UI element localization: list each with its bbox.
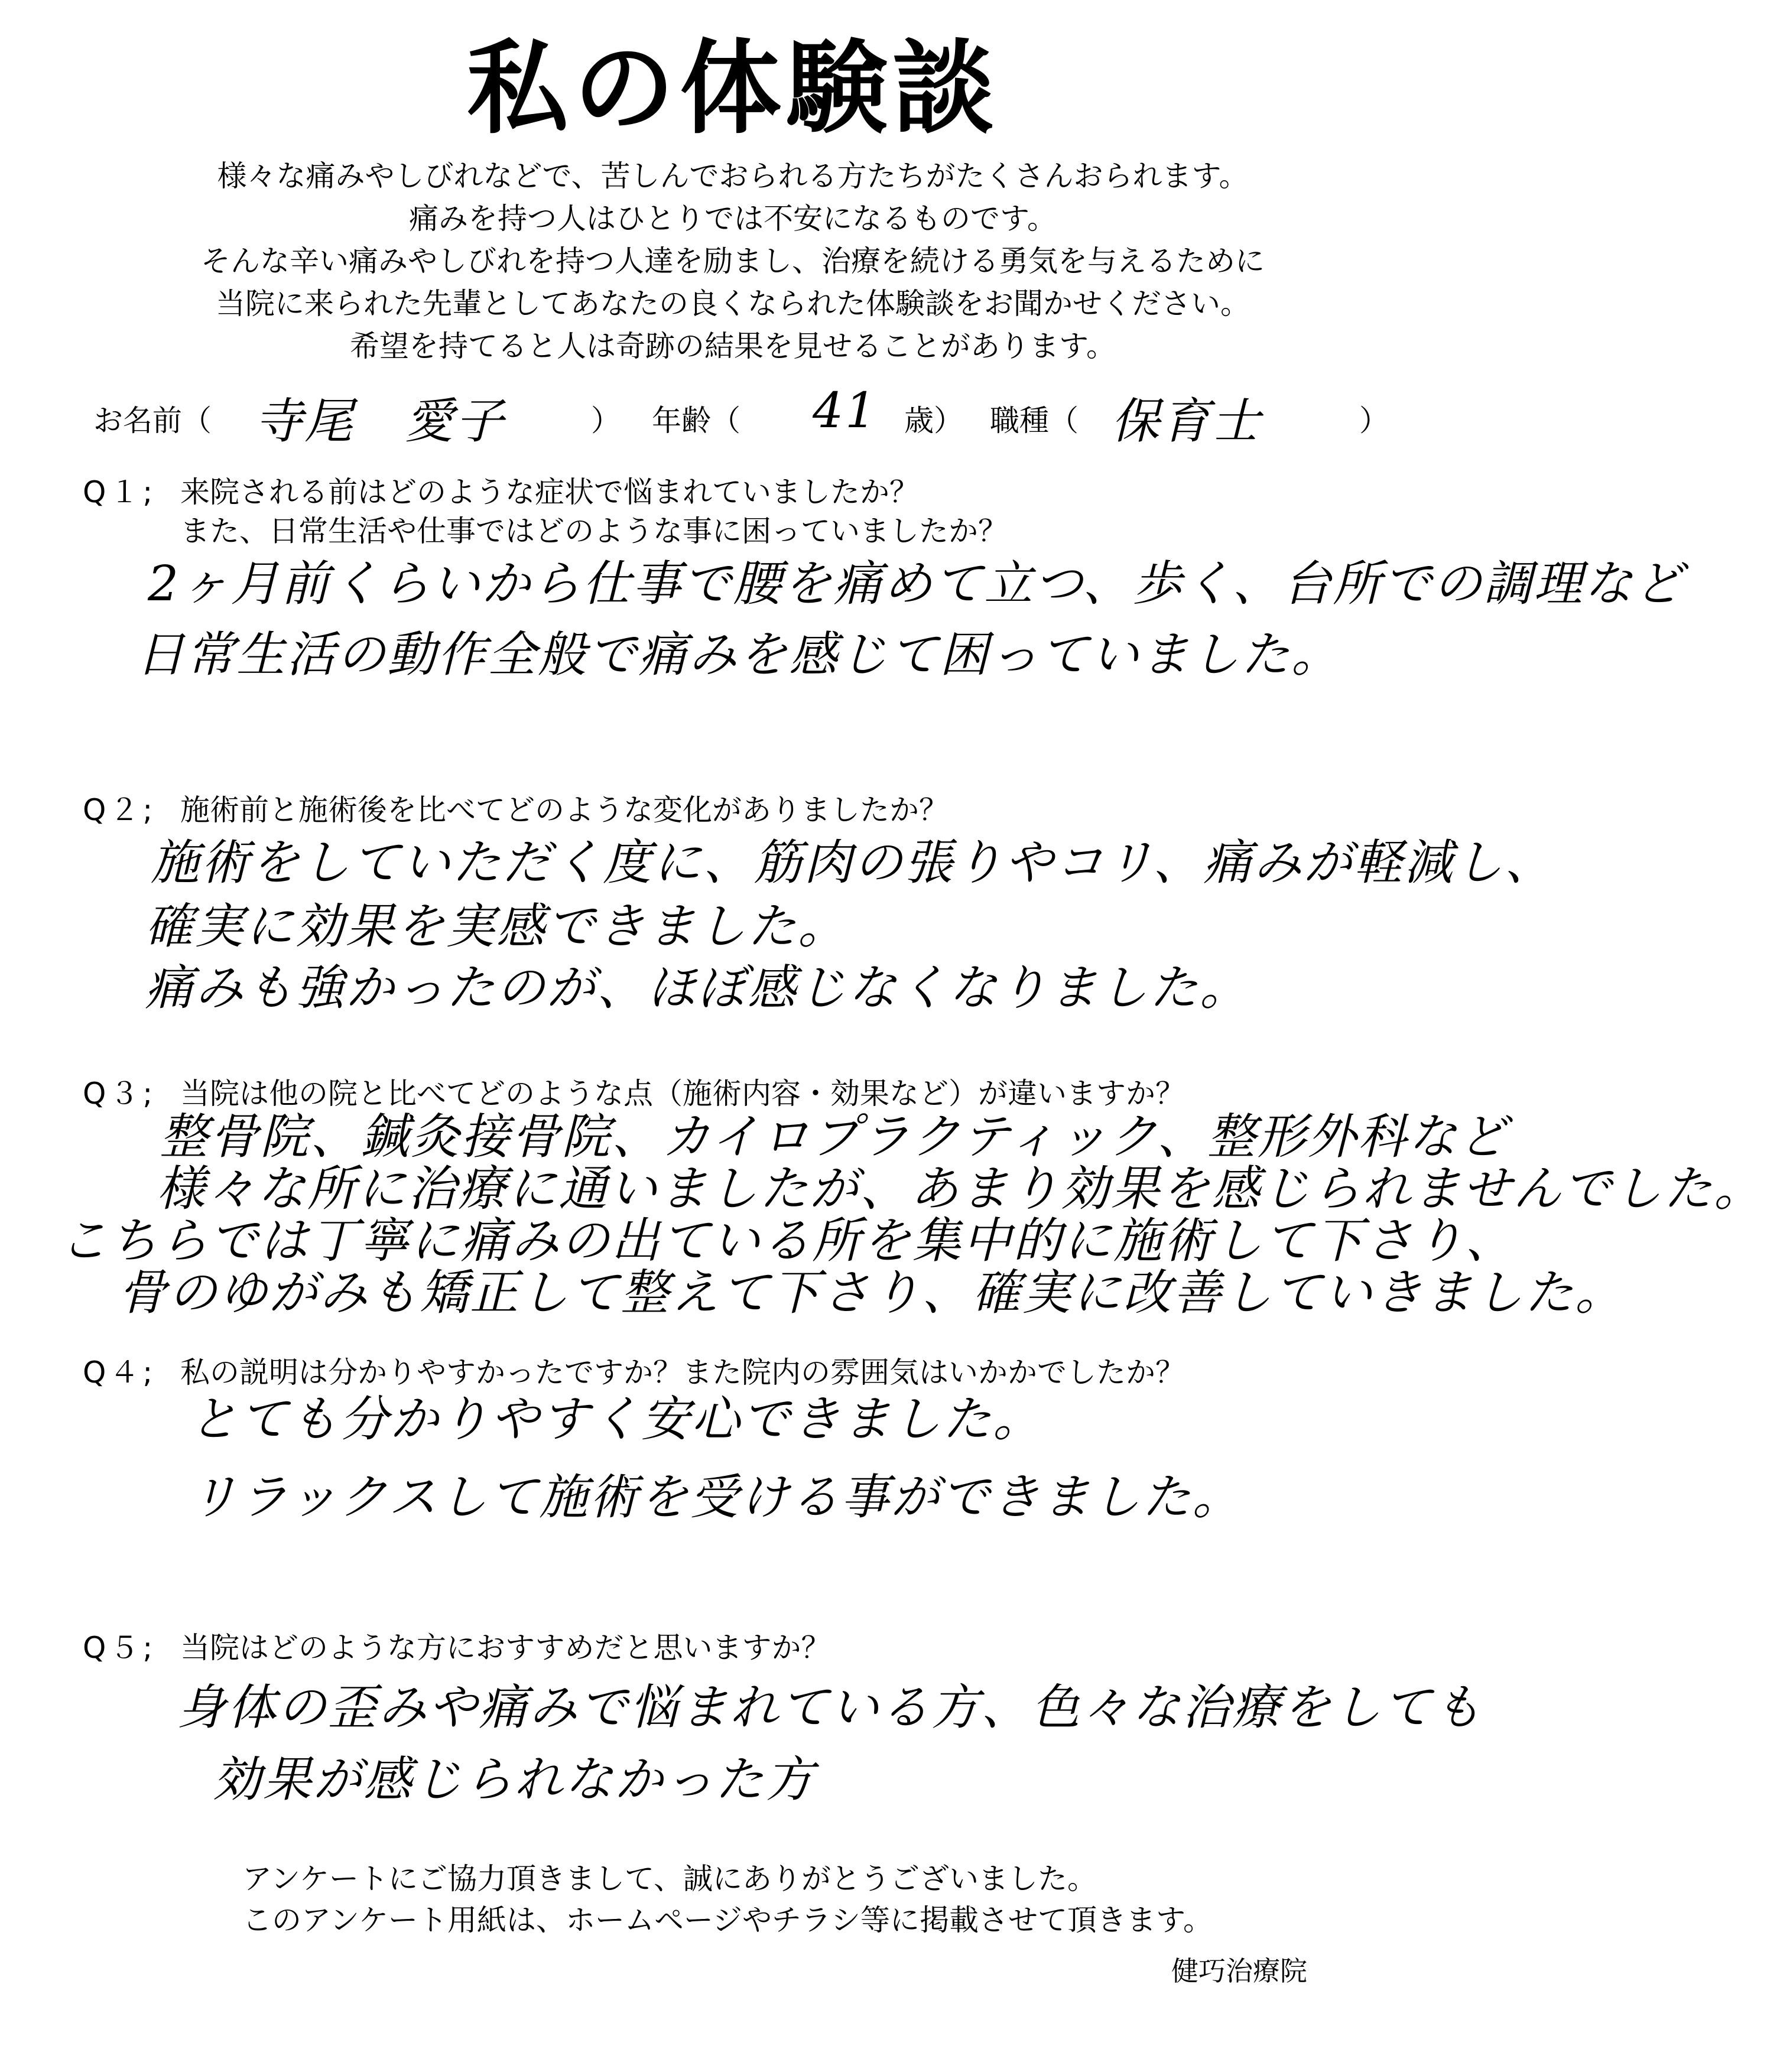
intro-line: 希望を持てると人は奇跡の結果を見せることがあります。 (350, 329, 1116, 363)
question-text: 私の説明は分かりやすかったですか？また院内の雰囲気はいかかでしたか？ (180, 1355, 1185, 1390)
intro-line: 当院に来られた先輩としてあなたの良くなられた体験談をお聞かせください。 (216, 287, 1250, 321)
answer-4 (189, 1391, 1243, 1525)
name-label: お名前（ (93, 404, 212, 438)
question-5 (83, 1628, 831, 1667)
intro-line: 痛みを持つ人はひとりでは不安になるものです。 (409, 201, 1057, 236)
question-text: 来院される前はどのような症状で悩まれていましたか？ (180, 475, 919, 509)
name-label-close: ） (591, 404, 621, 438)
intro-line: そんな辛い痛みやしびれを持つ人達を励まし、治療を続ける勇気を与えるために (201, 244, 1265, 278)
question-text: 当院は他の院と比べてどのような点（施術内容・効果など）が違いますか？ (180, 1076, 1185, 1111)
question-text: 当院はどのような方におすすめだと思いますか？ (180, 1631, 831, 1665)
answer-line: 痛みも強かったのが、ほぼ感じなくなりました。 (145, 960, 1250, 1016)
job-label: 職種（ (990, 404, 1079, 438)
answer-line: 日常生活の動作全般で痛みを感じて困っていました。 (136, 627, 1342, 683)
question-3 (83, 1074, 1185, 1113)
question-1 (83, 473, 1008, 551)
thank-you-note (242, 1858, 1213, 1941)
question-4 (83, 1353, 1185, 1392)
question-number: Q２; (83, 793, 157, 827)
question-number: Q４; (83, 1355, 157, 1390)
answer-2 (145, 835, 1555, 1016)
age-label: 年齢（ (652, 404, 740, 438)
clinic-name: 健巧治療院 (1171, 1955, 1307, 1987)
age-value: 41 (813, 383, 878, 439)
footer-line: このアンケート用紙は、ホームページやチラシ等に掲載させて頂きます。 (242, 1903, 1213, 1937)
name-value: 寺尾 愛子 (254, 393, 505, 450)
answer-line: 施術をしていただく度に、筋肉の張りやコリ、痛みが軽減し、 (151, 835, 1555, 891)
job-label-close: ） (1359, 404, 1389, 438)
question-text: 施術前と施術後を比べてどのような変化がありましたか？ (180, 793, 949, 827)
answer-line: 確実に効果を実感できました。 (145, 899, 848, 955)
answer-5 (177, 1680, 1483, 1808)
answer-line: リラックスして施術を受ける事ができました。 (189, 1469, 1243, 1525)
answer-1 (136, 556, 1685, 683)
question-text: また、日常生活や仕事ではどのような事に困っていましたか？ (180, 514, 1008, 548)
answer-line: 骨のゆがみも矯正して整えて下さり、確実に改善していきました。 (118, 1265, 1625, 1321)
answer-line: とても分かりやすく安心できました。 (189, 1391, 1043, 1448)
intro-line: 様々な痛みやしびれなどで、苦しんでおられる方たちがたくさんおられます。 (217, 159, 1249, 193)
page-title: 私の体験談 (467, 29, 999, 148)
footer-line: アンケートにご協力頂きまして、誠にありがとうございました。 (242, 1862, 1097, 1896)
answer-line: 整骨院、鍼灸接骨院、カイロプラクティック、整形外科など (160, 1109, 1509, 1165)
question-number: Q３; (83, 1076, 157, 1111)
answer-line: 様々な所に治療に通いましたが、あまり効果を感じられませんでした。 (157, 1161, 1764, 1217)
answer-line: 2ヶ月前くらいから仕事で腰を痛めて立つ、歩く、台所での調理など (148, 556, 1685, 612)
age-unit-label: 歳） (904, 404, 963, 438)
job-value: 保育士 (1111, 393, 1262, 450)
answer-line: こちらでは丁寧に痛みの出ている所を集中的に施術して下さり、 (59, 1213, 1516, 1269)
intro-text (0, 155, 1466, 367)
question-number: Q５; (83, 1631, 157, 1665)
answer-line: 身体の歪みや痛みで悩まれている方、色々な治療をしても (177, 1680, 1483, 1736)
answer-line: 効果が感じられなかった方 (213, 1752, 816, 1808)
question-2 (83, 791, 949, 830)
question-number: Q１; (83, 475, 157, 509)
answer-3 (59, 1109, 1767, 1321)
